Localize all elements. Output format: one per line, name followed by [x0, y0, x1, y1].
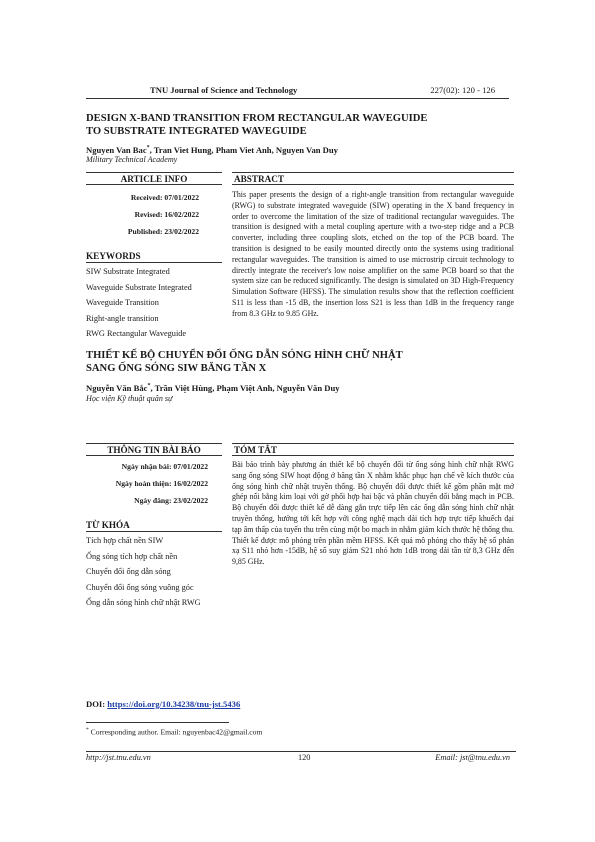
footnote	[86, 727, 262, 737]
journal-pages: 227(02): 120 - 126	[430, 85, 495, 95]
footer-email: Email: jst@tnu.edu.vn	[435, 753, 510, 762]
footnote-mark: *	[86, 727, 89, 733]
english-corresponding-mark: *	[146, 145, 150, 152]
english-revised-date: Revised: 16/02/2022	[134, 210, 199, 219]
vietnamese-received-date: Ngày nhận bài: 07/01/2022	[121, 462, 208, 471]
keyword-item: Chuyển đổi ống sóng vuông góc	[86, 582, 194, 592]
english-keywords-heading: KEYWORDS	[86, 250, 222, 263]
english-article-info-heading: ARTICLE INFO	[86, 172, 222, 185]
vietnamese-corresponding-mark: *	[147, 383, 151, 390]
doi	[86, 699, 240, 709]
keyword-item: Ống sóng tích hợp chất nền	[86, 551, 178, 561]
running-header	[86, 85, 509, 99]
vietnamese-published-date: Ngày đăng: 23/02/2022	[134, 496, 208, 505]
english-abstract-heading: ABSTRACT	[232, 172, 514, 185]
keyword-item: Waveguide Substrate Integrated	[86, 282, 192, 292]
footnote-divider	[86, 722, 229, 723]
vietnamese-article-info	[86, 443, 222, 456]
keyword-item: RWG Rectangular Waveguide	[86, 329, 187, 338]
vietnamese-other-authors: , Trần Việt Hùng, Phạm Việt Anh, Nguyễn Văn Duy	[150, 383, 340, 393]
keyword-item: Chuyển đổi ống dẫn sóng	[86, 567, 171, 576]
vietnamese-abstract-heading: TÓM TẮT	[232, 443, 514, 456]
doi-label: DOI:	[86, 699, 106, 709]
english-abstract-text: This paper presents the design of a right-angle transition from rectangular waveguide (RWG) to substrate integrated waveguide (SIW) operating in the X band frequency in order to overcome the limitation of the size of traditional rectangular waveguides. The transition is designed with a metal coupling aperture with a two-step ridge and a PCB converter, including three coupling slots, etched on the top of the PCB board. The transition is designed to be easily mounted directly onto the systems using traditional rectangular waveguides. The transition is aimed to use microstrip circuit technology to directly integrate the receiver's low noise amplifier on the same PCB board so that the system size can be reduced significantly. The design is simulated on 3D High-Frequency Simulation Software (HFSS). The simulation results show that the reflection coefficient S11 is less than -15 dB, the insertion loss S21 is less than 1dB in the frequency range from 8.3 GHz to 9.85 GHz.	[232, 190, 514, 318]
vietnamese-article-info-heading: THÔNG TIN BÀI BÁO	[86, 443, 222, 456]
vietnamese-abstract-text: Bài báo trình bày phương án thiết kế bộ chuyển đổi từ ống sóng hình chữ nhật RWG sang ống sóng SIW hoạt động ở băng tần X nhằm khắc phục hạn chế về kích thước của ống sóng hình chữ nhật truyền thống. Bộ chuyển đổi được thiết kế gồm phần mặt mở ghép nối bằng kim loại với gờ phối hợp hai bậc và phần chuyển đổi bằng mạch in PCB. Bộ chuyển đổi được thiết kế dễ dàng gắn trực tiếp lên các ống dẫn sóng hình chữ nhật truyền thống, hướng tới kết hợp với công nghệ mạch dải tích hợp trực tiếp khuếch đại tạp âm thấp của tuyến thu trên cùng một bo mạch in nhằm giảm kích thước hệ thống thu. Thiết kế được mô phỏng trên phần mềm HFSS. Kết quả mô phỏng cho thấy hệ số phản xạ S11 nhỏ hơn -15dB, hệ số suy giảm S21 nhỏ hơn 1dB trong dải tần từ 8,3 GHz đến 9,85 GHz.	[232, 460, 514, 567]
keyword-item: Tích hợp chất nền SIW	[86, 536, 164, 545]
english-affiliation: Military Technical Academy	[86, 155, 178, 164]
english-other-authors: , Tran Viet Hung, Pham Viet Anh, Nguyen Van Duy	[149, 145, 338, 155]
doi-link[interactable]: https://doi.org/10.34238/tnu-jst.5436	[107, 699, 241, 709]
english-abstract-header-wrap	[232, 172, 524, 185]
journal-name: TNU Journal of Science and Technology	[150, 85, 298, 95]
vietnamese-keywords-list	[86, 533, 226, 611]
vietnamese-affiliation: Học viện Kỹ thuật quân sự	[86, 394, 173, 403]
vietnamese-keywords-heading: TỪ KHÓA	[86, 519, 222, 532]
keyword-item: Right-angle transition	[86, 313, 159, 323]
english-first-author: Nguyen Van Bac	[86, 145, 147, 155]
english-title-line-2: TO SUBSTRATE INTEGRATED WAVEGUIDE	[86, 126, 307, 137]
vietnamese-authors	[86, 383, 340, 393]
page-footer	[86, 751, 516, 763]
vietnamese-abstract-header-wrap	[232, 443, 524, 456]
footer-url[interactable]: http://jst.tnu.edu.vn	[86, 753, 151, 762]
english-title	[86, 112, 516, 138]
english-keywords-list	[86, 264, 226, 342]
vietnamese-revised-date: Ngày hoàn thiện: 16/02/2022	[115, 479, 208, 488]
english-article-info	[86, 172, 222, 185]
footer-page-number: 120	[298, 753, 311, 762]
english-authors	[86, 145, 338, 155]
vietnamese-title-line-1: THIẾT KẾ BỘ CHUYỂN ĐỔI ỐNG DẪN SÓNG HÌNH CHỮ NHẬT	[86, 350, 403, 361]
keyword-item: SIW Substrate Integrated	[86, 267, 170, 276]
keyword-item: Waveguide Transition	[86, 298, 159, 307]
vietnamese-title-line-2: SANG ỐNG SÓNG SIW BĂNG TẦN X	[86, 363, 267, 374]
english-title-line-1: DESIGN X-BAND TRANSITION FROM RECTANGULAR WAVEGUIDE	[86, 113, 428, 124]
keyword-item: Ống dẫn sóng hình chữ nhật RWG	[86, 598, 201, 607]
english-received-date: Received: 07/01/2022	[130, 193, 199, 202]
vietnamese-first-author: Nguyễn Văn Bắc	[86, 383, 148, 393]
english-published-date: Published: 23/02/2022	[127, 227, 199, 236]
footnote-text: Corresponding author. Email: nguyenbac42@gmail.com	[88, 727, 263, 737]
vietnamese-title	[86, 349, 516, 375]
